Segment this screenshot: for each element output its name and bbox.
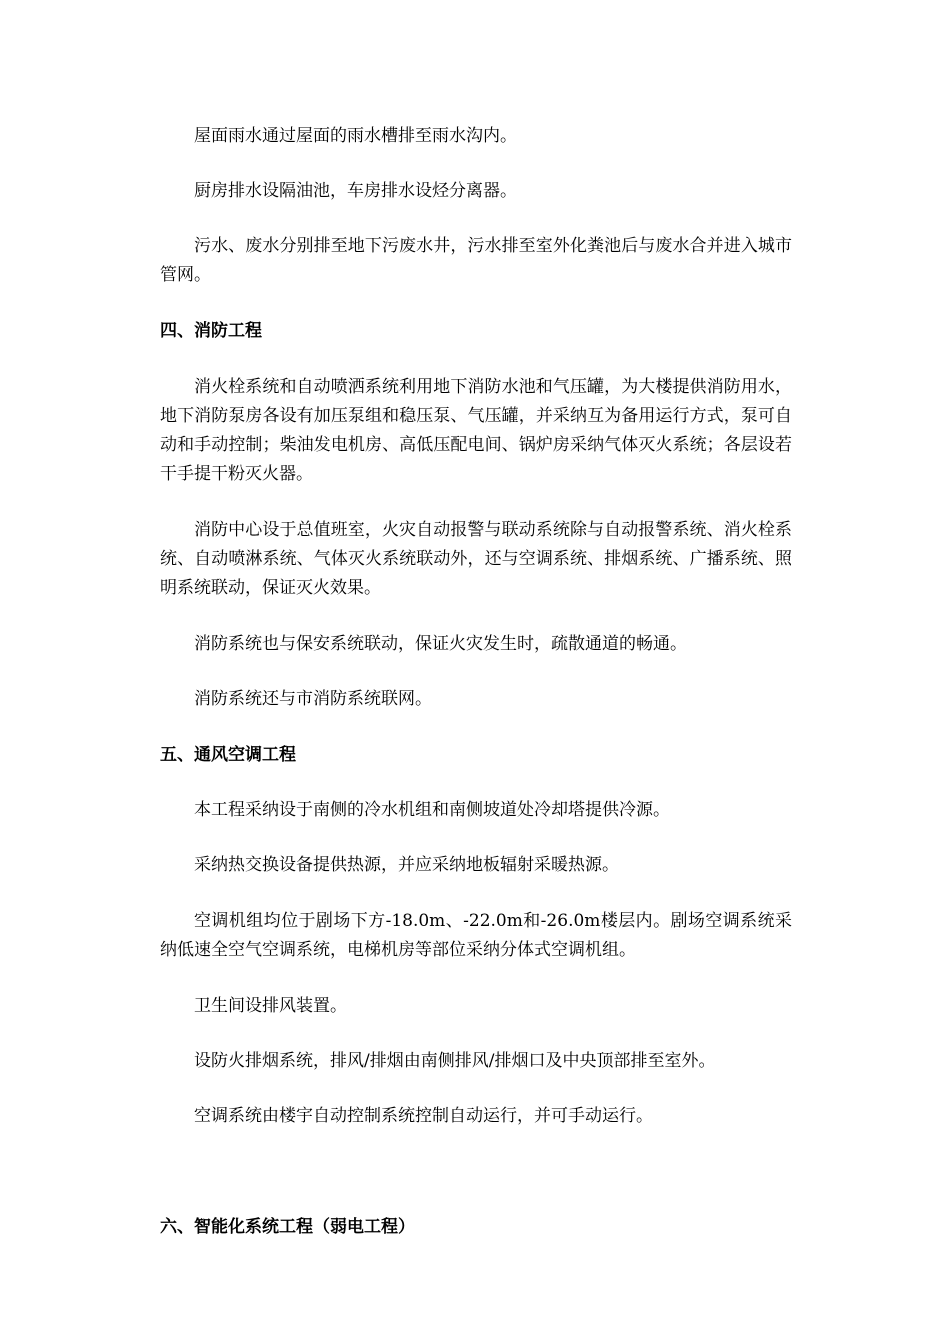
section-heading-hvac: 五、通风空调工程: [160, 745, 296, 765]
paragraph-city-network: 消防系统还与市消防系统联网。: [194, 689, 432, 709]
paragraph-heat-source: 采纳热交换设备提供热源，并应采纳地板辐射采暖热源。: [194, 855, 619, 875]
paragraph-smoke-exhaust: 设防火排烟系统，排风/排烟由南侧排风/排烟口及中央顶部排至室外。: [194, 1051, 716, 1071]
document-body: [160, 122, 792, 1242]
paragraph-cooling-source: 本工程采纳设于南侧的冷水机组和南侧坡道处冷却塔提供冷源。: [194, 800, 670, 820]
paragraph-bas-control: 空调系统由楼宇自动控制系统控制自动运行，并可手动运行。: [194, 1106, 653, 1126]
paragraph-roof-rainwater: 屋面雨水通过屋面的雨水槽排至雨水沟内。: [194, 126, 517, 146]
paragraph-restroom-exhaust: 卫生间设排风装置。: [194, 996, 347, 1016]
paragraph-ahu-location: 空调机组均位于剧场下方-18.0m、-22.0m和-26.0m楼层内。剧场空调系统采纳低速全空气空调系统，电梯机房等部位采纳分体式空调机组。: [160, 911, 792, 960]
paragraph-fire-control-center: 消防中心设于总值班室，火灾自动报警与联动系统除与自动报警系统、消火栓系统、自动喷淋系统、气体灭火系统联动外，还与空调系统、排烟系统、广播系统、照明系统联动，保证灭火效果。: [160, 520, 792, 598]
paragraph-security-link: 消防系统也与保安系统联动，保证火灾发生时，疏散通道的畅通。: [194, 634, 687, 654]
paragraph-sewage: 污水、废水分别排至地下污废水井，污水排至室外化粪池后与废水合并进入城市管网。: [160, 236, 792, 285]
section-heading-intelligent-systems: 六、智能化系统工程（弱电工程）: [160, 1217, 415, 1237]
paragraph-kitchen-drainage: 厨房排水设隔油池，车房排水设烃分离器。: [194, 181, 517, 201]
section-heading-fire-protection: 四、消防工程: [160, 321, 262, 341]
paragraph-hydrant-sprinkler: 消火栓系统和自动喷洒系统利用地下消防水池和气压罐，为大楼提供消防用水，地下消防泵房各设有加压泵组和稳压泵、气压罐，并采纳互为备用运行方式，泵可自动和手动控制；柴油发电机房、高低压配电间、锅炉房采纳气体灭火系统；各层设若干手提干粉灭火器。: [160, 377, 792, 484]
